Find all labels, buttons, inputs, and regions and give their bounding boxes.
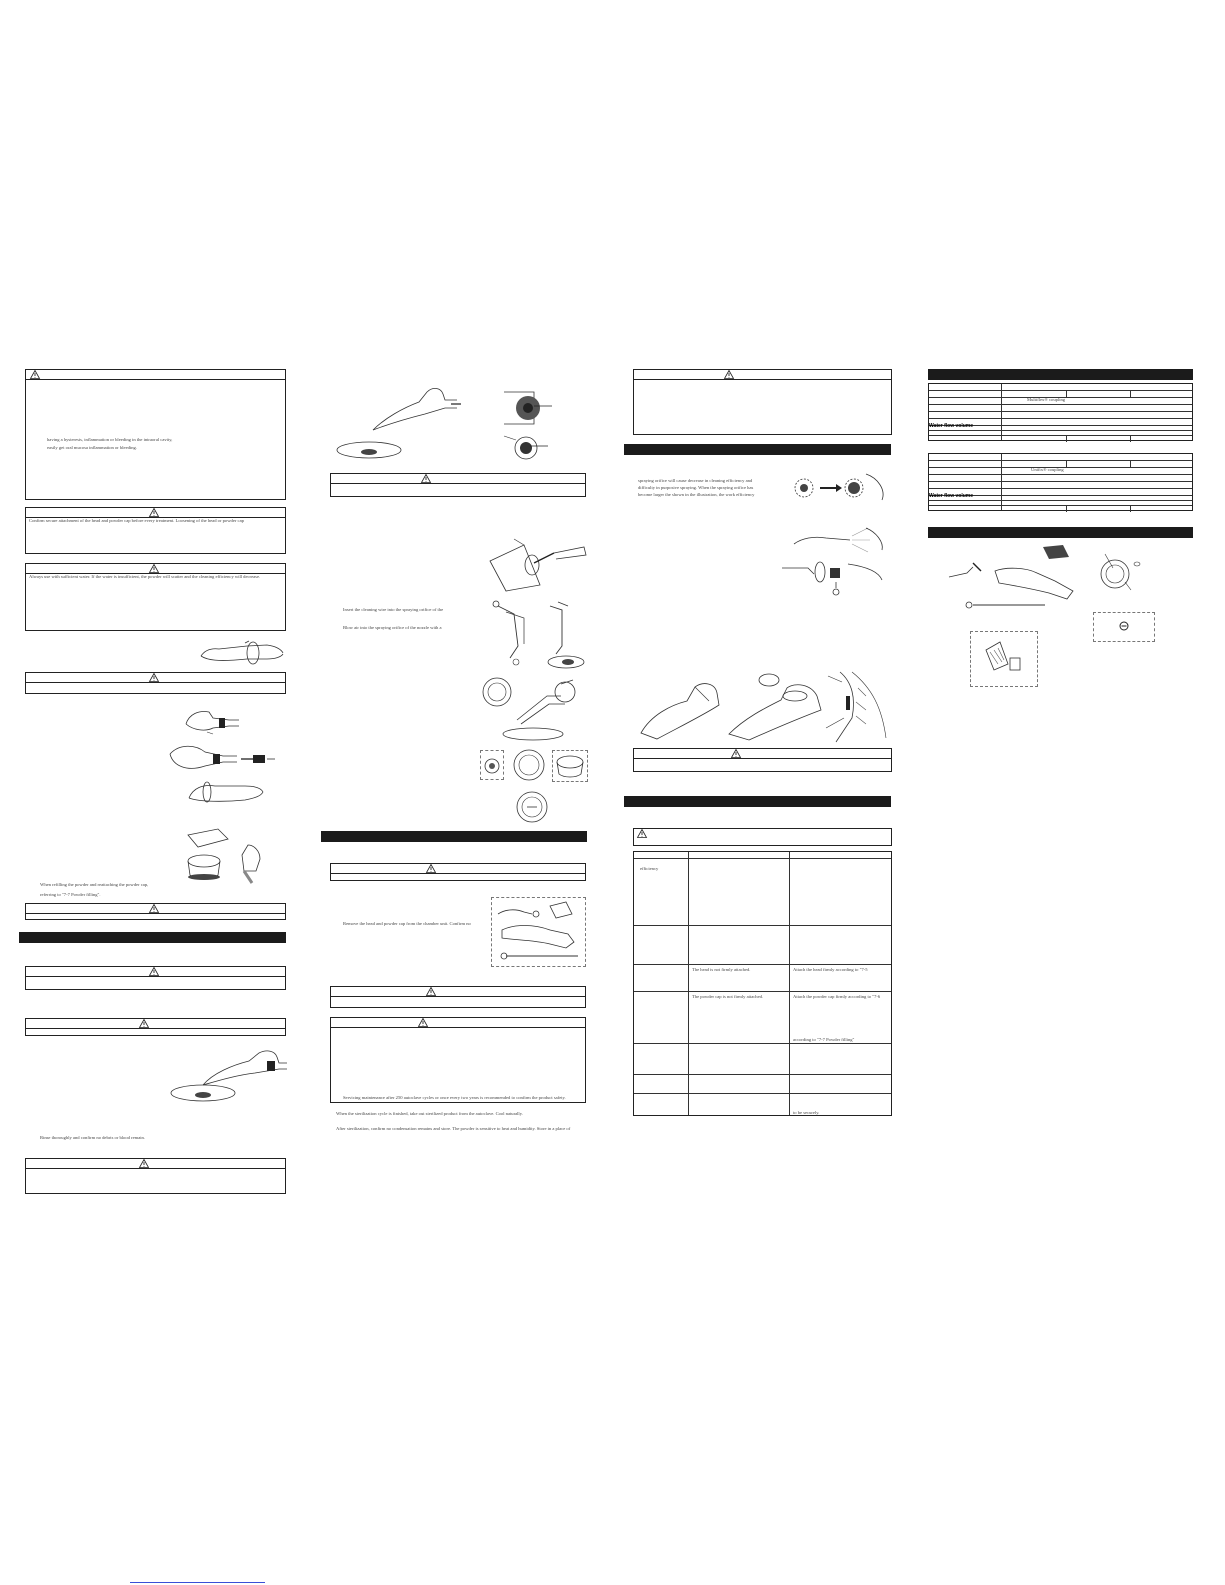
- chamber-top-figure: [513, 790, 551, 824]
- spec-coupling: Multiflex® coupling: [1027, 397, 1066, 402]
- warning-icon: [149, 967, 159, 976]
- caution-box-2: [25, 903, 286, 920]
- head-replace-figure: [778, 556, 888, 600]
- warning-icon: [731, 749, 741, 758]
- handpiece-twist-figure: [185, 778, 265, 806]
- orifice-closeup-figure-1: [498, 388, 553, 428]
- section-bar: [928, 527, 1193, 538]
- spec-label: Water flow volume: [929, 493, 973, 499]
- table-cell: according to "7-7 Powder filling": [793, 1037, 855, 1042]
- spec-table-2: [928, 453, 1193, 511]
- chamber-detail-figure: [1095, 552, 1145, 592]
- spec-table-1: [928, 383, 1193, 441]
- orifice-text: spraying orifice will cause decrease in cleaning efficiency and: [638, 478, 753, 483]
- warning-box-4: [330, 1017, 586, 1103]
- warning-box-1: [25, 369, 286, 500]
- caution-box-5: [25, 1158, 286, 1194]
- orifice-text: become larger the shown in the illustration, the work efficiency: [638, 492, 755, 497]
- disassembly-figure: [494, 900, 584, 964]
- nozzle-attach-figure: [183, 704, 241, 736]
- sterilization-text: After sterilization, confirm no condensation remains and store. The powder is sensitive to heat and humidity. Store in a place of: [336, 1126, 571, 1131]
- warning-text: easily get oral mucosa inflammation or bleeding.: [47, 445, 137, 450]
- warning-icon: [139, 1159, 149, 1168]
- orifice-wear-figure: [790, 470, 888, 506]
- handpiece-rotate-figure: [197, 640, 285, 666]
- table-cell: The powder cap is not firmly attached.: [692, 994, 764, 999]
- caution-box-8: [330, 986, 586, 1008]
- detail-part-3: [554, 752, 586, 780]
- warning-text: Confirm secure attachment of the head and powder cap before every treatment. Loosening of the head or powder cap: [29, 518, 244, 523]
- table-cell: to be securely.: [793, 1110, 820, 1115]
- warning-icon: [149, 673, 159, 682]
- warning-icon: [139, 1019, 149, 1028]
- warning-icon: [30, 370, 40, 379]
- wire-insert-figure: [488, 596, 588, 671]
- table-cell: The head is not firmly attached.: [692, 967, 751, 972]
- section-bar: [321, 831, 587, 842]
- caution-box-4: [25, 1018, 286, 1036]
- rinse-text: Rinse thoroughly and confirm no debris or blood remain.: [40, 1135, 145, 1140]
- refill-text: When refilling the powder and reattaching the powder cap,: [40, 882, 149, 887]
- caution-box-6: [330, 473, 586, 497]
- spec-label: Water flow volume: [929, 423, 973, 429]
- kit-parts-figure: [945, 543, 1085, 615]
- spray-cleaning-figure: [333, 380, 463, 460]
- step-text: Insert the cleaning wire into the spraying orifice of the: [343, 607, 444, 612]
- section-bar: [928, 369, 1193, 380]
- footer-link-underline[interactable]: [130, 1582, 265, 1583]
- spray-pattern-figure: [790, 524, 888, 554]
- unit-side-figure: [637, 675, 727, 745]
- detail-part-2: [511, 748, 547, 782]
- step-text: Remove the head and powder cap from the chamber unit. Confirm no: [343, 921, 471, 926]
- hand-attach-figure: [167, 740, 277, 776]
- warning-box-2: [25, 507, 286, 554]
- warning-icon: [421, 474, 431, 483]
- warning-text: Always use with sufficient water. If the water is insufficient, the powder will scatter and the cleaning efficiency will decrease.: [29, 574, 261, 579]
- warning-icon: [149, 564, 159, 573]
- section-bar: [624, 796, 891, 807]
- orifice-text: difficulty in purposive spraying. When the spraying orifice has: [638, 485, 754, 490]
- sterilization-text: When the sterilization cycle is finished, take out sterilized product from the autoclave. Cool naturally.: [336, 1111, 523, 1116]
- warning-icon: [637, 829, 647, 838]
- chamber-parts-figure: [477, 676, 589, 741]
- rinse-figure: [163, 1045, 288, 1105]
- seal-closeup-figure: [822, 668, 890, 746]
- caution-box-9: [633, 748, 892, 772]
- warning-icon: [418, 1018, 428, 1027]
- table-cell: efficiency: [640, 866, 659, 871]
- step-text: Blow air into the spraying orifice of the nozzle with a: [343, 625, 442, 630]
- warning-icon: [149, 904, 159, 913]
- caution-box-10: [633, 828, 892, 846]
- section-bar: [19, 932, 286, 943]
- brush-figure: [980, 638, 1030, 680]
- warning-icon: [724, 370, 734, 379]
- detail-part-4: [1118, 620, 1130, 632]
- powder-fill-figure: [178, 825, 268, 885]
- caution-box-1: [25, 672, 286, 694]
- warning-icon: [426, 987, 436, 996]
- warning-text: having a hysteresis, inflammation or bleeding in the intraoral cavity,: [47, 437, 173, 442]
- warning-icon: [149, 508, 159, 517]
- troubleshooting-table: [633, 851, 892, 1116]
- warning-text: Servicing maintenance after 250 autoclave cycles or once every two years is recommended to confirm the product safety.: [343, 1095, 566, 1100]
- orifice-closeup-figure-2: [500, 432, 550, 466]
- detail-part-1: [482, 754, 502, 778]
- section-bar: [624, 444, 891, 455]
- refill-text: referring to "7-7 Powder filling".: [40, 892, 101, 897]
- table-cell: Attach the head firmly according to "7-5: [793, 967, 868, 972]
- warning-box-5: [633, 369, 892, 435]
- spec-coupling: Unifix® coupling: [1031, 467, 1064, 472]
- unit-open-figure: [725, 670, 825, 745]
- cleaning-wire-figure: [484, 535, 589, 595]
- caution-box-3: [25, 966, 286, 990]
- warning-icon: [426, 864, 436, 873]
- caution-box-7: [330, 863, 586, 881]
- table-cell: Attach the powder cap firmly according to "7-6: [793, 994, 881, 999]
